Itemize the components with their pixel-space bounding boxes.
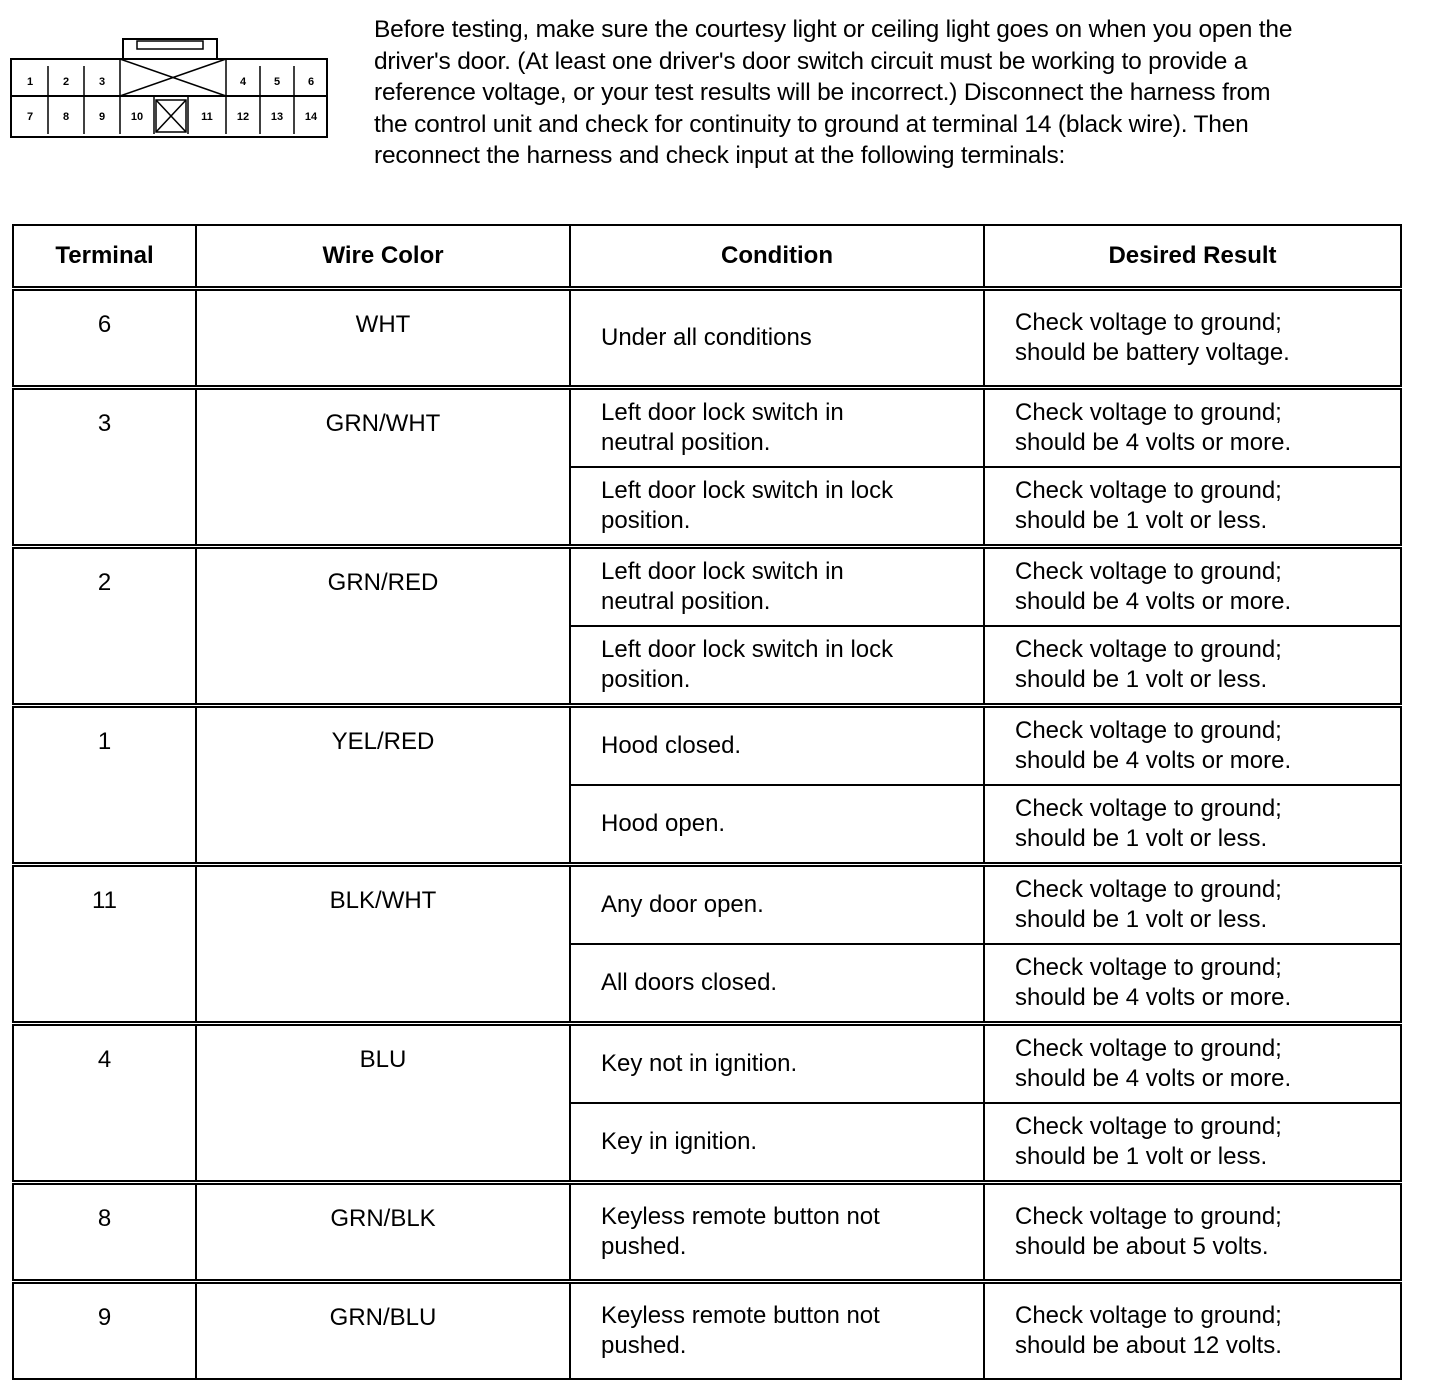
condition-line: Left door lock switch in lock bbox=[601, 477, 894, 504]
pin-label: 13 bbox=[270, 111, 284, 123]
condition-line: neutral position. bbox=[601, 588, 771, 615]
header-condition: Condition bbox=[570, 225, 984, 289]
table-row bbox=[13, 706, 1401, 786]
pin-label: 3 bbox=[98, 76, 106, 88]
result-line: should be 1 volt or less. bbox=[1015, 507, 1268, 534]
pin-label: 12 bbox=[236, 111, 250, 123]
condition-line: Under all conditions bbox=[601, 324, 812, 351]
terminal-cell: 1 bbox=[13, 706, 196, 865]
result-line: should be 4 volts or more. bbox=[1015, 429, 1292, 456]
condition-line: position. bbox=[601, 666, 691, 693]
terminal-group bbox=[13, 388, 1401, 547]
header-wire-color: Wire Color bbox=[196, 225, 570, 289]
condition-line: Key not in ignition. bbox=[601, 1050, 798, 1077]
pin-label: 4 bbox=[239, 76, 247, 88]
condition-cell bbox=[570, 547, 984, 627]
desired-result-cell bbox=[984, 944, 1401, 1024]
result-line: should be 4 volts or more. bbox=[1015, 984, 1292, 1011]
intro-line: driver's door. (At least one driver's door switch circuit must be working to provide a bbox=[374, 47, 1248, 75]
wire-color-cell: GRN/RED bbox=[196, 547, 570, 706]
desired-result-cell bbox=[984, 1183, 1401, 1282]
desired-result-cell bbox=[984, 467, 1401, 547]
pin-label: 9 bbox=[98, 111, 106, 123]
connector-body bbox=[11, 59, 327, 137]
pin-label: 7 bbox=[26, 111, 34, 123]
condition-cell bbox=[570, 785, 984, 865]
condition-cell bbox=[570, 467, 984, 547]
terminal-cell: 8 bbox=[13, 1183, 196, 1282]
condition-cell bbox=[570, 626, 984, 706]
wire-color-cell: WHT bbox=[196, 289, 570, 388]
intro-paragraph bbox=[374, 14, 1424, 172]
desired-result-cell bbox=[984, 706, 1401, 786]
result-line: should be battery voltage. bbox=[1015, 339, 1290, 366]
condition-line: Keyless remote button not bbox=[601, 1302, 880, 1329]
table-row bbox=[13, 1183, 1401, 1282]
condition-line: Any door open. bbox=[601, 891, 764, 918]
terminal-group bbox=[13, 865, 1401, 1024]
terminal-group bbox=[13, 1024, 1401, 1183]
condition-cell bbox=[570, 865, 984, 945]
pin-label: 8 bbox=[62, 111, 70, 123]
desired-result-cell bbox=[984, 626, 1401, 706]
result-line: Check voltage to ground; bbox=[1015, 399, 1282, 426]
wire-color-cell: GRN/BLK bbox=[196, 1183, 570, 1282]
result-line: Check voltage to ground; bbox=[1015, 876, 1282, 903]
intro-line: reconnect the harness and check input at the following terminals: bbox=[374, 142, 1066, 169]
condition-line: pushed. bbox=[601, 1233, 687, 1260]
terminal-cell: 3 bbox=[13, 388, 196, 547]
condition-cell bbox=[570, 1183, 984, 1282]
condition-cell bbox=[570, 388, 984, 468]
result-line: should be about 12 volts. bbox=[1015, 1332, 1282, 1359]
result-line: should be 4 volts or more. bbox=[1015, 588, 1292, 615]
result-line: Check voltage to ground; bbox=[1015, 1035, 1282, 1062]
header-desired-result: Desired Result bbox=[984, 225, 1401, 289]
result-line: Check voltage to ground; bbox=[1015, 477, 1282, 504]
terminal-group bbox=[13, 1282, 1401, 1380]
condition-line: position. bbox=[601, 507, 691, 534]
condition-line: neutral position. bbox=[601, 429, 771, 456]
result-line: Check voltage to ground; bbox=[1015, 1302, 1282, 1329]
condition-cell bbox=[570, 289, 984, 388]
condition-cell bbox=[570, 1024, 984, 1104]
terminal-cell: 6 bbox=[13, 289, 196, 388]
connector-latch-slot bbox=[137, 41, 203, 49]
result-line: Check voltage to ground; bbox=[1015, 717, 1282, 744]
pin-label: 5 bbox=[273, 76, 281, 88]
wire-color-cell: GRN/WHT bbox=[196, 388, 570, 547]
table-row bbox=[13, 865, 1401, 945]
intro-line: reference voltage, or your test results will be incorrect.) Disconnect the harness from bbox=[374, 79, 1271, 106]
desired-result-cell bbox=[984, 388, 1401, 468]
intro-line: Before testing, make sure the courtesy light or ceiling light goes on when you open the bbox=[374, 16, 1293, 43]
pin-label: 6 bbox=[307, 76, 315, 88]
table-row bbox=[13, 1282, 1401, 1380]
table-row bbox=[13, 1024, 1401, 1104]
pin-label: 11 bbox=[201, 111, 213, 123]
result-line: Check voltage to ground; bbox=[1015, 1113, 1282, 1140]
header-terminal: Terminal bbox=[13, 225, 196, 289]
pin-label: 14 bbox=[304, 111, 318, 123]
connector-pinout-svg bbox=[10, 38, 328, 138]
condition-line: Left door lock switch in bbox=[601, 399, 844, 426]
table-row bbox=[13, 289, 1401, 388]
table-row bbox=[13, 388, 1401, 468]
table-header bbox=[13, 225, 1401, 289]
desired-result-cell bbox=[984, 785, 1401, 865]
desired-result-cell bbox=[984, 1282, 1401, 1380]
terminal-group bbox=[13, 1183, 1401, 1282]
terminal-group bbox=[13, 289, 1401, 388]
pin-label: 10 bbox=[130, 111, 144, 123]
connector-diagram bbox=[10, 38, 328, 138]
result-line: should be 1 volt or less. bbox=[1015, 1143, 1268, 1170]
condition-line: Hood open. bbox=[601, 810, 726, 837]
condition-line: Keyless remote button not bbox=[601, 1203, 880, 1230]
desired-result-cell bbox=[984, 289, 1401, 388]
condition-cell bbox=[570, 1103, 984, 1183]
result-line: should be about 5 volts. bbox=[1015, 1233, 1269, 1260]
result-line: Check voltage to ground; bbox=[1015, 954, 1282, 981]
condition-cell bbox=[570, 944, 984, 1024]
result-line: should be 1 volt or less. bbox=[1015, 906, 1268, 933]
wire-color-cell: GRN/BLU bbox=[196, 1282, 570, 1380]
condition-cell bbox=[570, 706, 984, 786]
condition-line: Left door lock switch in lock bbox=[601, 636, 894, 663]
condition-line: Key in ignition. bbox=[601, 1128, 758, 1155]
desired-result-cell bbox=[984, 865, 1401, 945]
terminal-cell: 11 bbox=[13, 865, 196, 1024]
condition-line: All doors closed. bbox=[601, 969, 778, 996]
result-line: should be 4 volts or more. bbox=[1015, 747, 1292, 774]
result-line: should be 1 volt or less. bbox=[1015, 825, 1268, 852]
condition-line: pushed. bbox=[601, 1332, 687, 1359]
result-line: Check voltage to ground; bbox=[1015, 795, 1282, 822]
result-line: Check voltage to ground; bbox=[1015, 1203, 1282, 1230]
terminal-cell: 4 bbox=[13, 1024, 196, 1183]
desired-result-cell bbox=[984, 547, 1401, 627]
terminal-cell: 9 bbox=[13, 1282, 196, 1380]
desired-result-cell bbox=[984, 1024, 1401, 1104]
terminal-cell: 2 bbox=[13, 547, 196, 706]
terminal-group bbox=[13, 706, 1401, 865]
result-line: should be 1 volt or less. bbox=[1015, 666, 1268, 693]
wire-color-cell: BLU bbox=[196, 1024, 570, 1183]
result-line: Check voltage to ground; bbox=[1015, 309, 1282, 336]
pin-label: 2 bbox=[62, 76, 70, 88]
result-line: Check voltage to ground; bbox=[1015, 636, 1282, 663]
terminal-group bbox=[13, 547, 1401, 706]
terminal-test-table bbox=[12, 224, 1402, 1380]
condition-line: Left door lock switch in bbox=[601, 558, 844, 585]
condition-cell bbox=[570, 1282, 984, 1380]
desired-result-cell bbox=[984, 1103, 1401, 1183]
intro-line: the control unit and check for continuity to ground at terminal 14 (black wire). Then bbox=[374, 110, 1249, 138]
pin-label: 1 bbox=[26, 76, 34, 88]
table-row bbox=[13, 547, 1401, 627]
condition-line: Hood closed. bbox=[601, 732, 742, 759]
result-line: should be 4 volts or more. bbox=[1015, 1065, 1292, 1092]
result-line: Check voltage to ground; bbox=[1015, 558, 1282, 585]
wire-color-cell: YEL/RED bbox=[196, 706, 570, 865]
wire-color-cell: BLK/WHT bbox=[196, 865, 570, 1024]
